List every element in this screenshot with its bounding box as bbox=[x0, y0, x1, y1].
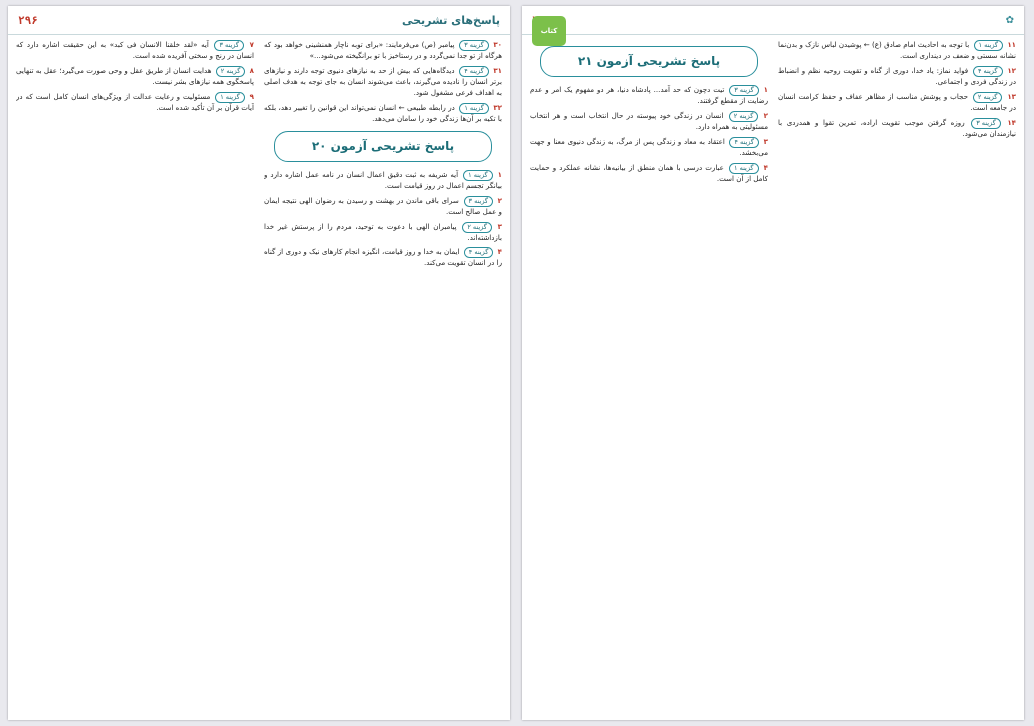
answer-item bbox=[778, 92, 1016, 114]
option-badge: گزینه ۲ bbox=[462, 222, 492, 233]
question-number: ۲ bbox=[497, 195, 502, 205]
right-page bbox=[522, 6, 1024, 720]
answer-item bbox=[264, 247, 502, 269]
answer-item bbox=[778, 66, 1016, 88]
question-number: ۳ bbox=[763, 136, 768, 146]
question-number: ۳۱ bbox=[493, 65, 502, 75]
question-number: ۱۲ bbox=[1007, 65, 1016, 75]
answer-text: روزه گرفتن موجب تقویت اراده، تمرین تقوا و همدردی با نیازمندان می‌شود. bbox=[778, 117, 1016, 138]
answer-item bbox=[778, 40, 1016, 62]
answer-text: پیامبران الهی با دعوت به توحید، مردم را از پرستش غیر خدا بازداشته‌اند. bbox=[264, 221, 502, 242]
option-badge: گزینه ۱ bbox=[974, 40, 1004, 51]
option-badge: گزینه ۲ bbox=[973, 92, 1003, 103]
answer-text: تیت دچون که حد آمد... پادشاه دنیا، هر دو مفهوم یک امر و عدم رضایت از مقطع گرفتند. bbox=[530, 84, 768, 105]
left-col-2 bbox=[16, 40, 254, 716]
answer-text: ایمان به خدا و روز قیامت، انگیزه انجام کارهای نیک و دوری از گناه را در انسان تقویت می‌کند. bbox=[264, 247, 502, 268]
answer-item bbox=[264, 196, 502, 218]
left-page-header bbox=[8, 6, 510, 35]
flower-ornament-icon: ✿ bbox=[1005, 14, 1014, 26]
answer-item bbox=[530, 111, 768, 133]
right-col-1 bbox=[778, 40, 1016, 716]
option-badge: گزینه ۳ bbox=[214, 40, 244, 51]
option-badge: گزینه ۳ bbox=[729, 85, 759, 96]
answer-text: پیامبر (ص) می‌فرمایند: «برای توبه ناچار همنشینی خواهد بود که هرگاه از تو جدا نمی‌گردد و در رستاخیز با تو برانگیخته می‌شود...» bbox=[264, 40, 502, 60]
answer-text: مسئولیت و رعایت عدالت از ویژگی‌های انسان کامل است که در آیات قرآن بر آن تأکید شده است. bbox=[16, 91, 254, 112]
question-number: ۳ bbox=[497, 221, 502, 231]
answer-item bbox=[530, 137, 768, 159]
answer-text: عبارت درسی با همان منطق از بیانیه‌ها، نشانه عملکرد و حمایت کامل از آن است. bbox=[530, 162, 768, 183]
answer-item bbox=[530, 163, 768, 185]
option-badge: گزینه ۴ bbox=[973, 66, 1003, 77]
left-page-number: ۲۹۶ bbox=[18, 13, 38, 27]
section-title: پاسخ تشریحی آزمون ۲۱ bbox=[540, 46, 758, 77]
answer-item bbox=[16, 66, 254, 88]
answer-item bbox=[530, 85, 768, 107]
question-number: ۱۱ bbox=[1007, 40, 1016, 49]
question-number: ۱ bbox=[763, 84, 768, 94]
answer-item bbox=[264, 66, 502, 99]
question-number: ۱۳ bbox=[1007, 91, 1016, 101]
question-number: ۳۲ bbox=[493, 102, 502, 112]
question-number: ۴ bbox=[497, 247, 502, 257]
answer-text: سرای باقی ماندن در بهشت و رسیدن به رضوان الهی نتیجه ایمان و عمل صالح است. bbox=[264, 195, 502, 216]
section-title: پاسخ تشریحی آزمون ۲۰ bbox=[274, 131, 492, 162]
answer-text: انسان در زندگی خود پیوسته در حال انتخاب است و هر انتخاب مسئولیتی به همراه دارد. bbox=[530, 110, 768, 131]
option-badge: گزینه ۳ bbox=[464, 196, 494, 207]
answer-text: آیه شریفه به ثبت دقیق اعمال انسان در نامه عمل اشاره دارد و بیانگر تجسم اعمال در روز قیامت است. bbox=[264, 169, 502, 190]
option-badge: گزینه ۱ bbox=[729, 163, 759, 174]
option-badge: گزینه ۴ bbox=[464, 247, 494, 258]
answer-item bbox=[264, 103, 502, 125]
option-badge: گزینه ۱ bbox=[215, 92, 245, 103]
answer-text: فواید نماز: یاد خدا، دوری از گناه و تقویت روحیه نظم و انضباط در زندگی فردی و اجتماعی. bbox=[778, 65, 1016, 86]
left-running-title: پاسخ‌های تشریحی bbox=[401, 13, 500, 27]
answer-text: هدایت انسان از طریق عقل و وحی صورت می‌گیرد؛ عقل به تنهایی پاسخگوی همه نیازهای بشر نیست. bbox=[16, 65, 254, 86]
question-number: ۱ bbox=[497, 169, 502, 179]
answer-item bbox=[16, 40, 254, 62]
answer-item bbox=[264, 40, 502, 62]
answer-item bbox=[16, 92, 254, 114]
question-number: ۲ bbox=[763, 110, 768, 120]
option-badge: گزینه ۳ bbox=[459, 40, 489, 51]
option-badge: گزینه ۳ bbox=[971, 118, 1001, 129]
publisher-logo: کتاب bbox=[532, 16, 566, 46]
question-number: ۳۰ bbox=[493, 40, 502, 49]
answer-item bbox=[778, 118, 1016, 140]
question-number: ۱۴ bbox=[1007, 117, 1016, 127]
option-badge: گزینه ۲ bbox=[216, 66, 246, 77]
option-badge: گزینه ۱ bbox=[463, 170, 493, 181]
option-badge: گزینه ۴ bbox=[459, 66, 489, 77]
left-col-1 bbox=[264, 40, 502, 716]
answer-text: آیه «لقد خلقنا الانسان فی کبد» به این حقیقت اشاره دارد که انسان در رنج و سختی آفریده شده است. bbox=[16, 40, 254, 60]
right-page-header bbox=[522, 6, 1024, 35]
question-number: ۴ bbox=[763, 162, 768, 172]
question-number: ۷ bbox=[249, 40, 254, 49]
answer-text: دیدگاه‌هایی که بیش از حد به نیازهای دنیوی توجه دارند و نیازهای برتر انسان را نادیده می‌گیرند، باعث می‌شوند انسان به جای توجه به هدف اصلی به اهداف فرعی مشغول شود. bbox=[264, 65, 502, 97]
right-col-2 bbox=[530, 40, 768, 716]
answer-item bbox=[264, 170, 502, 192]
option-badge: گزینه ۲ bbox=[729, 111, 759, 122]
question-number: ۸ bbox=[249, 65, 254, 75]
answer-text: با توجه به احادیث امام صادق (ع) ← پوشیدن لباس نازک و بدن‌نما نشانه سستی و ضعف در دینداری است. bbox=[778, 40, 1016, 60]
answer-text: در رابطه طبیعی ← انسان نمی‌تواند این قوانین را تغییر دهد، بلکه با تکیه بر آن‌ها زندگی خود را سامان می‌دهد. bbox=[264, 102, 502, 123]
answer-text: حجاب و پوشش مناسب از مظاهر عفاف و حفظ کرامت انسان در جامعه است. bbox=[778, 91, 1016, 112]
question-number: ۹ bbox=[249, 91, 254, 101]
left-page bbox=[8, 6, 510, 720]
option-badge: گزینه ۱ bbox=[459, 103, 489, 114]
answer-text: اعتقاد به معاد و زندگی پس از مرگ، به زندگی دنیوی معنا و جهت می‌بخشد. bbox=[530, 136, 768, 157]
answer-item bbox=[264, 222, 502, 244]
option-badge: گزینه ۴ bbox=[729, 137, 759, 148]
